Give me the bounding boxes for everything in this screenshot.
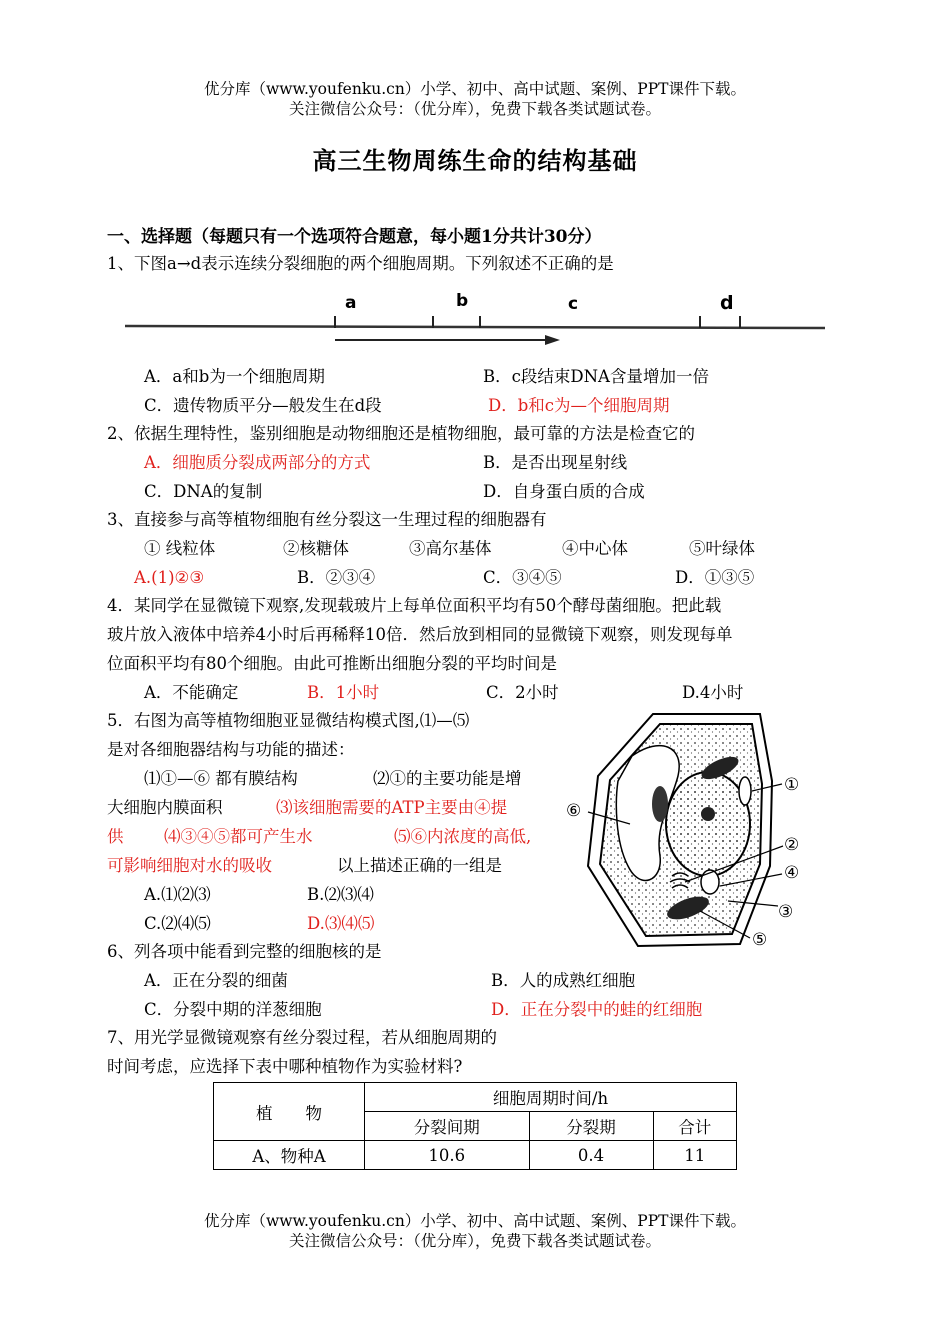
- q5-tail: 以上描述正确的一组是: [337, 856, 502, 875]
- fig-label-1: ①: [784, 775, 800, 795]
- q3-option-c: C．③④⑤: [483, 568, 562, 587]
- q6-option-b: B．人的成熟红细胞: [491, 971, 636, 990]
- q7-line-1: 7、用光学显微镜观察有丝分裂过程，若从细胞周期的: [107, 1028, 497, 1047]
- cell-cycle-table: [213, 1082, 737, 1170]
- q4-option-a: A．不能确定: [144, 683, 239, 702]
- table-col-total: 合计: [653, 1112, 737, 1141]
- fig-label-2: ②: [784, 835, 800, 855]
- q3-stem: 3、直接参与高等植物细胞有丝分裂这一生理过程的细胞器有: [107, 510, 547, 529]
- q4-line-2: 玻片放入液体中培养4小时后再稀释10倍．然后放到相同的显微镜下观察，则发现每单: [107, 625, 733, 644]
- table-cell: A、物种A: [214, 1141, 365, 1170]
- q5-statement-5b: 可影响细胞对水的吸收: [107, 856, 272, 875]
- label-d: d: [720, 292, 734, 314]
- q2-stem: 2、依据生理特性，鉴别细胞是动物细胞还是植物细胞，最可靠的方法是检查它的: [107, 424, 695, 443]
- q3-option-a: A.(1)②③: [134, 568, 205, 587]
- table-header-period: 细胞周期时间/h: [365, 1083, 737, 1112]
- q2-option-b: B．是否出现星射线: [483, 453, 628, 472]
- label-c: c: [568, 294, 579, 314]
- table-cell: 10.6: [365, 1141, 530, 1170]
- q2-option-c: C．DNA的复制: [144, 482, 263, 501]
- fig-label-5: ⑤: [752, 930, 768, 950]
- q3-item: ②核糖体: [283, 539, 349, 558]
- q3-option-d: D．①③⑤: [675, 568, 755, 587]
- table-row: [214, 1141, 737, 1170]
- q2-option-d: D．自身蛋白质的合成: [483, 482, 645, 501]
- nucleolus: [701, 807, 715, 821]
- q7-line-2: 时间考虑，应选择下表中哪种植物作为实验材料?: [107, 1057, 463, 1076]
- fig-label-4: ④: [784, 863, 800, 883]
- table-col-division: 分裂期: [529, 1112, 653, 1141]
- section-heading: 一、选择题（每题只有一个选项符合题意，每小题1分共计30分）: [107, 227, 602, 247]
- plant-cell-figure: [560, 706, 820, 951]
- q4-option-d: D.4小时: [682, 683, 744, 702]
- q6-stem: 6、列各项中能看到完整的细胞核的是: [107, 942, 382, 961]
- q2-option-a: A．细胞质分裂成两部分的方式: [144, 453, 371, 472]
- cell-cycle-figure: [120, 288, 830, 348]
- page-title: 高三生物周练生命的结构基础: [312, 146, 638, 175]
- q1-option-c: C．遗传物质平分—般发生在d段: [144, 396, 382, 415]
- q4-line-1: 4．某同学在显微镜下观察,发现载玻片上每单位面积平均有50个酵母菌细胞。把此载: [107, 596, 722, 615]
- q5-line-1: 5．右图为高等植物细胞亚显微结构模式图,⑴—⑸: [107, 711, 470, 730]
- q6-option-d: D．正在分裂中的蛙的红细胞: [491, 1000, 703, 1019]
- footer-line-2: 关注微信公众号：（优分库），免费下载各类试题试卷。: [288, 1232, 661, 1250]
- q1-option-a: A．a和b为一个细胞周期: [144, 367, 325, 386]
- q3-item: ⑤叶绿体: [689, 539, 755, 558]
- q1-stem: 1、下图a→d表示连续分裂细胞的两个细胞周期。下列叙述不正确的是: [107, 254, 614, 273]
- fig-label-3: ③: [778, 902, 794, 922]
- footer-line-1: 优分库（www.youfenku.cn）小学、初中、高中试题、案例、PPT课件下载。: [203, 1212, 747, 1230]
- mitochondrion: [739, 777, 751, 805]
- q5-statement-2b: 大细胞内膜面积: [107, 798, 223, 817]
- q5-statement-5a: ⑸⑥内浓度的高低,: [394, 827, 532, 846]
- q1-option-b: B．c段结束DNA含量增加一倍: [483, 367, 709, 386]
- q5-option-d: D.⑶⑷⑸: [307, 914, 375, 933]
- fig-label-6: ⑥: [566, 801, 582, 821]
- chloroplast: [652, 786, 668, 822]
- q3-item: ① 线粒体: [144, 539, 216, 558]
- q3-option-b: B．②③④: [297, 568, 376, 587]
- q6-option-a: A．正在分裂的细菌: [144, 971, 288, 990]
- q5-statement-1: ⑴①—⑥ 都有膜结构: [144, 769, 298, 788]
- q4-option-b: B．1小时: [307, 683, 380, 702]
- q6-option-c: C．分裂中期的洋葱细胞: [144, 1000, 322, 1019]
- q1-option-d: D．b和c为—个细胞周期: [488, 396, 670, 415]
- q5-line-2: 是对各细胞器结构与功能的描述：: [107, 740, 355, 759]
- q5-statement-3a: ⑶该细胞需要的ATP主要由④提: [276, 798, 508, 817]
- q5-statement-4: ⑷③④⑤都可产生水: [164, 827, 313, 846]
- table-cell: 0.4: [529, 1141, 653, 1170]
- header-line-1: 优分库（www.youfenku.cn）小学、初中、高中试题、案例、PPT课件下载。: [203, 80, 747, 98]
- q4-option-c: C．2小时: [486, 683, 559, 702]
- q5-option-c: C.⑵⑷⑸: [144, 914, 211, 933]
- q4-line-3: 位面积平均有80个细胞。由此可推断出细胞分裂的平均时间是: [107, 654, 557, 673]
- q5-option-b: B.⑵⑶⑷: [307, 885, 374, 904]
- q5-statement-3b: 供: [107, 827, 124, 846]
- header-line-2: 关注微信公众号：（优分库），免费下载各类试题试卷。: [288, 100, 661, 118]
- label-b: b: [456, 291, 469, 311]
- table-col-interphase: 分裂间期: [365, 1112, 530, 1141]
- q3-item: ③高尔基体: [409, 539, 492, 558]
- q5-statement-2a: ⑵①的主要功能是增: [373, 769, 522, 788]
- nucleus: [666, 772, 750, 876]
- label-a: a: [345, 293, 357, 313]
- q5-option-a: A.⑴⑵⑶: [144, 885, 211, 904]
- q3-item: ④中心体: [562, 539, 628, 558]
- mitochondrion: [701, 870, 719, 894]
- table-header-plant: 植 物: [214, 1083, 365, 1141]
- table-cell: 11: [653, 1141, 737, 1170]
